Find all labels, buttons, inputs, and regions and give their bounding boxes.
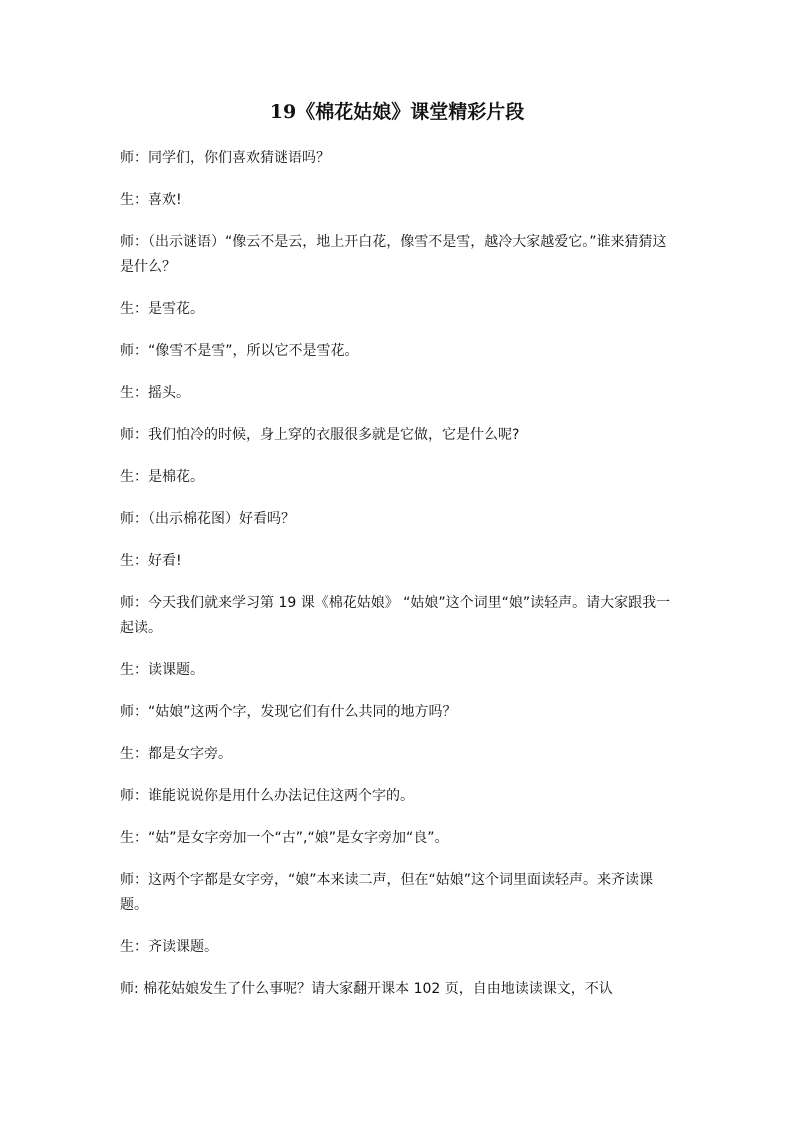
paragraph-17: 师：这两个字都是女字旁，“娘”本来读二声，但在“姑娘”这个词里面读轻声。来齐读课题。 xyxy=(120,872,654,913)
document-body xyxy=(120,146,680,1019)
paragraph-12: 生：读课题。 xyxy=(120,662,204,678)
document-title: 19《棉花姑娘》课堂精彩片段 xyxy=(269,101,525,123)
paragraph-1: 师：同学们，你们喜欢猜谜语吗？ xyxy=(120,150,330,166)
paragraph-19: 师: 棉花姑娘发生了什么事呢？请大家翻开课本 102 页，自由地读读课文，不认 xyxy=(120,981,613,997)
paragraph-9: 师：（出示棉花图）好看吗？ xyxy=(120,511,295,527)
paragraph-15: 师：谁能说说你是用什么办法记住这两个字的。 xyxy=(120,788,414,804)
paragraph-16: 生：“姑”是女字旁加一个“古”,“娘”是女字旁加“良”。 xyxy=(120,830,449,846)
paragraph-13: 师：“姑娘”这两个字，发现它们有什么共同的地方吗？ xyxy=(120,704,457,720)
paragraph-6: 生：摇头。 xyxy=(120,385,190,401)
paragraph-11: 师：今天我们就来学习第 19 课《棉花姑娘》 “姑娘”这个词里“娘”读轻声。请大家跟我一起读。 xyxy=(120,595,671,636)
paragraph-10: 生：好看! xyxy=(120,553,182,569)
paragraph-18: 生：齐读课题。 xyxy=(120,939,218,955)
paragraph-4: 生：是雪花。 xyxy=(120,301,204,317)
paragraph-2: 生：喜欢! xyxy=(120,192,182,208)
paragraph-5: 师：“像雪不是雪”，所以它不是雪花。 xyxy=(120,343,359,359)
paragraph-7: 师：我们怕冷的时候，身上穿的衣服很多就是它做，它是什么呢? xyxy=(120,427,520,443)
paragraph-3: 师：（出示谜语）“像云不是云，地上开白花，像雪不是雪，越冷大家越爱它。”谁来猜猜这是什么？ xyxy=(120,234,667,275)
paragraph-14: 生：都是女字旁。 xyxy=(120,746,232,762)
paragraph-8: 生：是棉花。 xyxy=(120,469,204,485)
